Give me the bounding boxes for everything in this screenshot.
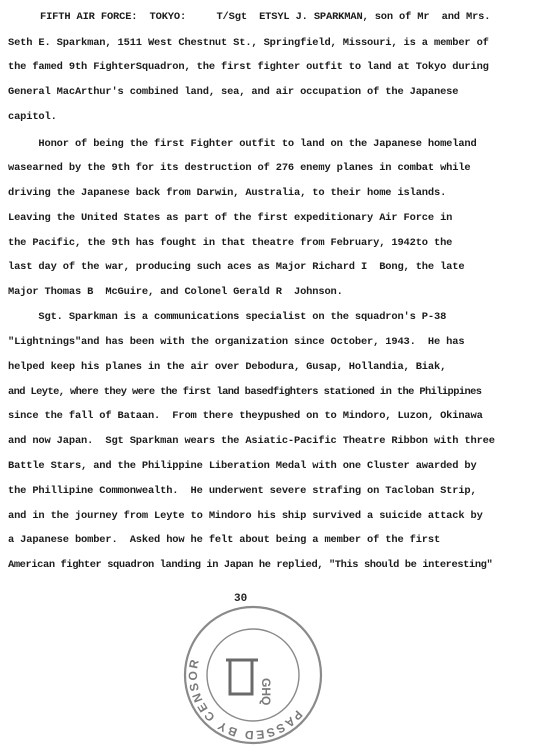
text-line-1: FIFTH AIR FORCE: TOKYO: T/Sgt ETSYL J. SPARKMAN, son of Mr and Mrs. [40, 11, 491, 23]
text-line-14: "Lightnings"and has been with the organization since October, 1943. He has [8, 336, 465, 348]
text-line-19: Battle Stars, and the Philippine Liberation Medal with one Cluster awarded by [8, 460, 477, 472]
text-line-18: and now Japan. Sgt Sparkman wears the Asiatic-Pacific Theatre Ribbon with three [8, 435, 495, 447]
text-line-21: and in the journey from Leyte to Mindoro his ship survived a suicide attack by [8, 510, 483, 522]
text-line-7: wasearned by the 9th for its destruction of 276 enemy planes in combat while [8, 162, 471, 174]
stamp-center-mark [230, 660, 252, 694]
text-line-8: driving the Japanese back from Darwin, Australia, to their home islands. [8, 187, 447, 199]
text-line-11: last day of the war, producing such aces as Major Richard I Bong, the late [8, 261, 465, 273]
text-line-15: helped keep his planes in the air over Debodura, Gusap, Hollandia, Biak, [8, 361, 447, 373]
svg-text:PASSED BY CENSOR [178, 654, 312, 750]
text-line-3: the famed 9th FighterSquadron, the first fighter outfit to land at Tokyo during [8, 61, 489, 73]
text-line-23: American fighter squadron landing in Japan he replied, "This should be interesting" [8, 559, 493, 571]
text-line-17: since the fall of Bataan. From there theypushed on to Mindoro, Luzon, Okinawa [8, 410, 483, 422]
text-line-9: Leaving the United States as part of the first expeditionary Air Force in [8, 212, 453, 224]
text-line-16: and Leyte, where they were the first land basedfighters stationed in the Philippines [8, 386, 482, 398]
stamp-outer-text: PASSED BY CENSOR [185, 656, 306, 743]
text-line-10: the Pacific, the 9th has fought in that theatre from February, 1942to the [8, 237, 453, 249]
text-line-6: Honor of being the first Fighter outfit to land on the Japanese homeland [8, 138, 477, 150]
censor-stamp-graphic [178, 600, 328, 750]
text-line-12: Major Thomas B McGuire, and Colonel Gerald R Johnson. [8, 286, 343, 298]
page-number: 30 [234, 593, 248, 605]
text-line-13: Sgt. Sparkman is a communications specialist on the squadron's P-38 [8, 311, 447, 323]
text-line-20: the Phillipine Commonwealth. He underwent severe strafing on Tacloban Strip, [8, 485, 477, 497]
text-line-4: General MacArthur's combined land, sea, and air occupation of the Japanese [8, 86, 459, 98]
text-line-22: a Japanese bomber. Asked how he felt about being a member of the first [8, 534, 441, 546]
stamp-inner-text: GHQ [259, 678, 273, 706]
text-line-2: Seth E. Sparkman, 1511 West Chestnut St., Springfield, Missouri, is a member of [8, 37, 489, 49]
censor-stamp [178, 600, 328, 750]
text-line-5: capitol. [8, 111, 57, 123]
